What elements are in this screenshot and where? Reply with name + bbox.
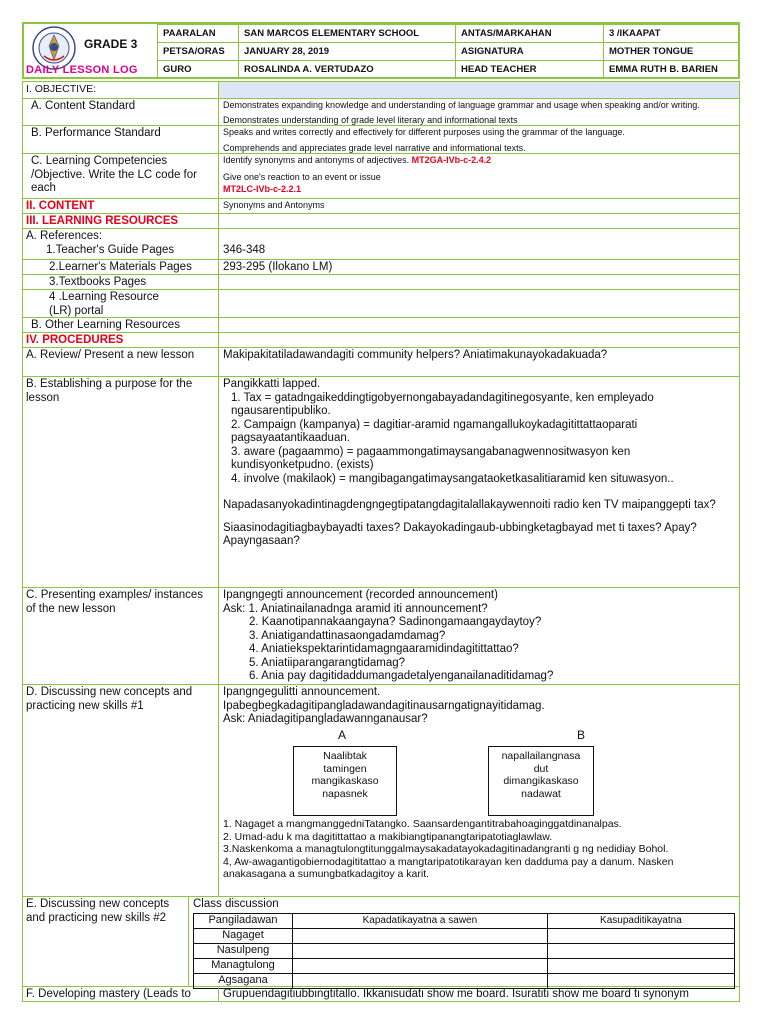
teacher-label: GURO (158, 61, 239, 79)
purpose-item: 3. aware (pagaammo) = pagaammongatimaysangabanagwennositwasyon ken kundisyonketpudno. (exists) (231, 445, 631, 471)
discussing-1-ask: Ask: Aniadagitipangladawannganausar? (223, 713, 428, 725)
table-cell-word: Nagaget (194, 928, 293, 943)
resources-row (22, 214, 740, 229)
table-header: Kapadatikayatna a sawen (293, 913, 548, 928)
table-header-row (194, 913, 735, 928)
table-cell-blank[interactable] (547, 928, 734, 943)
performance-standard-cell (219, 126, 739, 153)
lesson-log-body (22, 81, 740, 1002)
box-a-word: mangikaskaso (311, 775, 379, 787)
competency-cell (219, 154, 739, 198)
review-row (22, 348, 740, 377)
purpose-label: B. Establishing a purpose for the lesson (23, 377, 219, 587)
presenting-item: 3. Aniatigandattinasaongadamdamag? (249, 629, 446, 642)
content-standard-label: A. Content Standard (23, 99, 219, 125)
school-value: SAN MARCOS ELEMENTARY SCHOOL (239, 25, 456, 43)
competency-1-line (223, 155, 735, 166)
discussing-2-row (22, 897, 740, 987)
table-cell-blank[interactable] (293, 928, 548, 943)
procedures-row (22, 333, 740, 348)
table-cell-blank[interactable] (293, 973, 548, 988)
grade-level-value: 3 /IKAAPAT (604, 25, 740, 43)
discussing-1-row (22, 685, 740, 897)
presenting-ask: Ask: 1. Aniatinailanadnga aramid iti announcement? (223, 602, 488, 615)
table-cell-blank[interactable] (547, 958, 734, 973)
grade-label: GRADE 3 (84, 37, 138, 51)
head-teacher-label: HEAD TEACHER (456, 61, 604, 79)
teachers-guide-row (22, 229, 740, 260)
date-label: PETSA/ORAS (158, 43, 239, 61)
box-b-word: dut (533, 762, 549, 775)
competency-2-code: MT2LC-IVb-c-2.2.1 (223, 184, 302, 194)
discussing-2-intro: Class discussion (193, 898, 279, 910)
purpose-intro: Pangikkatti lapped. (223, 378, 321, 390)
spacer (223, 513, 735, 522)
table-row (194, 928, 735, 943)
procedures-blank (219, 333, 739, 347)
developing-mastery-row (22, 987, 740, 1002)
purpose-item: 2. Campaign (kampanya) = dagitiar-aramid ngamangallukoykadagitittattaoparati pagsayaatantikaaduan. (231, 418, 638, 444)
spacer (223, 486, 735, 499)
teacher-value: ROSALINDA A. VERTUDAZO (239, 61, 456, 79)
resources-heading: III. LEARNING RESOURCES (23, 214, 219, 228)
competency-label: C. Learning Competencies /Objective. Write the LC code for each (23, 154, 219, 198)
review-text: Makipakitatiladawandagiti community helpers? Aniatimakunayokadakuada? (223, 349, 608, 361)
textbooks-blank (219, 275, 739, 289)
lr-portal-blank (219, 290, 739, 317)
table-cell-blank[interactable] (547, 973, 734, 988)
box-a-word: Naalibtak (323, 750, 367, 762)
presenting-item: 2. Kaanotipannakaangayna? Sadinongamaangaydaytoy? (249, 616, 542, 628)
discussing-1-line2: Ipabegbegkadagitipangladawandagitinausarngatignayitidamag. (223, 699, 545, 712)
presenting-label: C. Presenting examples/ instances of the new lesson (23, 588, 219, 684)
content-standard-1: Demonstrates expanding knowledge and understanding of language grammar and usage when speaking and/or writing. (223, 100, 700, 110)
presenting-item: 4. Aniatiekspektarintidamagngaaramidindagitittattao? (249, 643, 519, 655)
class-discussion-table (193, 913, 735, 989)
references-cell (23, 229, 219, 259)
header-info-table (157, 24, 740, 79)
teachers-guide-label: 1.Teacher's Guide Pages (46, 243, 175, 256)
performance-standard-row (22, 126, 740, 154)
textbooks-label: 3.Textbooks Pages (23, 275, 219, 289)
competency-1: Identify synonyms and antonyms of adjectives. (223, 155, 410, 165)
competency-row (22, 154, 740, 199)
objective-row (22, 81, 740, 99)
lr-portal-label: 4 .Learning Resource (LR) portal (23, 290, 219, 317)
content-row (22, 199, 740, 214)
purpose-item: 4. involve (makilaok) = mangibagangatimaysangataoketkasalitiaramid ken situwasyon.. (231, 472, 674, 485)
column-a-label: A (338, 727, 347, 742)
header-row (158, 61, 740, 79)
purpose-cell (219, 377, 739, 587)
header-row (158, 25, 740, 43)
competency-2: Give one's reaction to an event or issue (223, 172, 381, 182)
other-resources-label: B. Other Learning Resources (23, 318, 219, 332)
content-heading: II. CONTENT (23, 199, 219, 213)
procedures-heading: IV. PROCEDURES (23, 333, 219, 347)
presenting-row (22, 588, 740, 685)
discussing-1-item: 3.Naskenkoma a managtulongtitunggalmaysakadatayokadagitinadangranti g ng nedidiay Bohol. (223, 843, 669, 855)
table-cell-blank[interactable] (293, 943, 548, 958)
teachers-guide-value: 346-348 (223, 244, 266, 256)
box-b-word: napallailangnasa (501, 750, 581, 762)
column-b-label: B (576, 727, 585, 742)
developing-mastery-label: F. Developing mastery (Leads to (23, 987, 219, 1001)
discussing-1-label: D. Discussing new concepts and practicing new skills #1 (23, 685, 219, 896)
lr-portal-row (22, 290, 740, 318)
school-label: PAARALAN (158, 25, 239, 43)
table-row (194, 958, 735, 973)
table-cell-word: Managtulong (194, 958, 293, 973)
table-row (194, 943, 735, 958)
review-label: A. Review/ Present a new lesson (23, 348, 219, 376)
performance-standard-1: Speaks and writes correctly and effectively for different purposes using the grammar of the language. (223, 127, 625, 137)
presenting-intro: Ipangngegti announcement (recorded announcement) (223, 589, 498, 601)
head-teacher-value: EMMA RUTH B. BARIEN (604, 61, 740, 79)
resources-blank (219, 214, 739, 228)
developing-mastery-text: Grupuendagitiubbingtitallo. Ikkanisudati show me board. Isuratiti show me board ti synonym (223, 988, 689, 1000)
textbooks-row (22, 275, 740, 290)
content-standard-cell (219, 99, 739, 125)
box-a-word: napasnek (322, 787, 368, 800)
references-label: A. References: (26, 230, 103, 242)
box-b-word: dimangikaskaso (503, 775, 579, 787)
document-title: DAILY LESSON LOG (26, 64, 138, 76)
learners-materials-value: 293-295 (Ilokano LM) (223, 261, 333, 273)
subject-label: ASIGNATURA (456, 43, 604, 61)
presenting-item: 5. Aniatiiparangarangtidamag? (249, 656, 406, 669)
discussing-1-item: 2. Umad-adu k ma dagitittattao a makibiangtipanangtaripatotiaglawlaw. (223, 830, 553, 843)
table-row (194, 973, 735, 988)
presenting-cell (219, 588, 739, 684)
presenting-item: 6. Ania pay dagitidaddumangadetalyenganailanaditidamag? (249, 670, 554, 682)
purpose-paragraph-1: Napadasanyokadintinagdengngegtipatangdagitalallakaywennoiti radio ken TV maipanggepti tax? (223, 499, 716, 511)
subject-value: MOTHER TONGUE (604, 43, 740, 61)
discussing-1-item: 1. Nagaget a mangmanggedniTatangko. Saansardengantitrabahoaginggatdinanalpas. (223, 818, 622, 830)
objective-heading: I. OBJECTIVE: (23, 82, 219, 98)
table-header: Kasupaditikayatna (547, 913, 734, 928)
word-box-b (488, 746, 594, 816)
discussing-1-cell (219, 685, 739, 896)
objective-blank (219, 82, 739, 98)
header-row (158, 43, 740, 61)
purpose-paragraph-2: Siaasinodagitiagbaybayadti taxes? Dakayokadingaub-ubbingketagbayad met ti taxes? Apay? Apayngasaan? (223, 521, 697, 547)
table-header: Pangiladawan (194, 913, 293, 928)
word-boxes (223, 744, 735, 816)
performance-standard-label: B. Performance Standard (23, 126, 219, 153)
discussing-2-label: E. Discussing new concepts and practicing new skills #2 (23, 897, 189, 986)
learners-materials-row (22, 260, 740, 275)
discussing-1-item: 4, Aw-awagantigobiernodagititattao a mangtaripatotikarayan ken dadduma pay a danum. Nasken anakasagana a sumungbatkadagitoy a karit. (223, 855, 674, 880)
table-cell-blank[interactable] (547, 943, 734, 958)
content-standard-2: Demonstrates understanding of grade level literary and informational texts (223, 115, 518, 125)
grade-level-label: ANTAS/MARKAHAN (456, 25, 604, 43)
discussing-2-cell (189, 897, 739, 986)
discussing-1-line1: Ipangngegulitti announcement. (223, 686, 381, 698)
performance-standard-2: Comprehends and appreciates grade level narrative and informational texts. (223, 143, 526, 153)
column-headers (223, 729, 735, 743)
learners-materials-label: 2.Learner's Materials Pages (23, 260, 219, 274)
other-resources-blank (219, 318, 739, 332)
content-value: Synonyms and Antonyms (223, 200, 325, 210)
purpose-row (22, 377, 740, 588)
content-standard-row (22, 99, 740, 126)
box-b-word: nadawat (521, 787, 561, 800)
date-value: JANUARY 28, 2019 (239, 43, 456, 61)
table-cell-blank[interactable] (293, 958, 548, 973)
table-cell-word: Agsagana (194, 973, 293, 988)
table-cell-word: Nasulpeng (194, 943, 293, 958)
box-a-word: tamingen (323, 762, 367, 775)
other-resources-row (22, 318, 740, 333)
word-box-a (293, 746, 397, 816)
purpose-item: 1. Tax = gatadngaikeddingtigobyernongabayadandagitinegosyante, ken empleyado ngausarentipubliko. (231, 391, 654, 417)
competency-1-code: MT2GA-IVb-c-2.4.2 (411, 155, 492, 165)
